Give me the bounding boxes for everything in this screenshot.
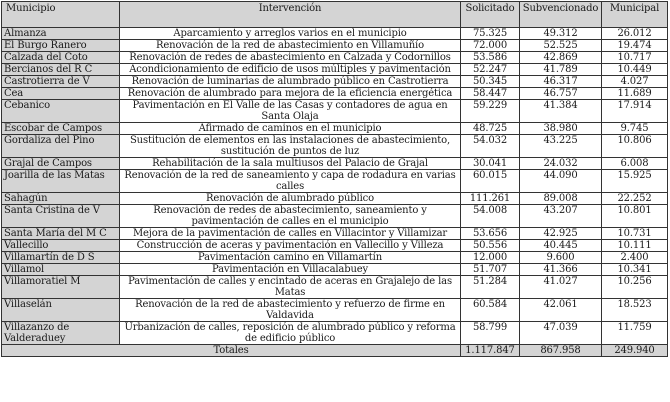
cell-solicitado: 53.656 [461,228,520,240]
cell-subvencionado: 42.061 [520,299,602,322]
cell-solicitado: 51.707 [461,264,520,276]
cell-subvencionado: 41.027 [520,276,602,299]
total-municipal: 249.940 [602,345,668,357]
cell-intervencion: Mejora de la pavimentación de calles en Villacintor y Villamizar [120,228,461,240]
cell-municipio: Gordaliza del Pino [2,135,120,158]
cell-solicitado: 48.725 [461,123,520,135]
table-row [2,322,668,345]
cell-municipio: Bercianos del R C [2,64,120,76]
cell-solicitado: 30.041 [461,158,520,170]
cell-solicitado: 111.261 [461,193,520,205]
cell-municipal: 10.449 [602,64,668,76]
cell-solicitado: 50.556 [461,240,520,252]
table-row [2,52,668,64]
cell-intervencion: Rehabilitación de la sala multiusos del Palacio de Grajal [120,158,461,170]
cell-municipal: 17.914 [602,100,668,123]
cell-municipio: Almanza [2,28,120,40]
cell-municipal: 19.474 [602,40,668,52]
table-row [2,100,668,123]
cell-subvencionado: 46.317 [520,76,602,88]
cell-intervencion: Pavimentación de calles y encintado de aceras en Grajalejo de las Matas [120,276,461,299]
cell-municipio: Santa María del M C [2,228,120,240]
cell-municipio: Villazanzo de Valderaduey [2,322,120,345]
cell-intervencion: Pavimentación en El Valle de las Casas y contadores de agua en Santa Olaja [120,100,461,123]
header-row [2,2,668,28]
cell-municipio: Sahagún [2,193,120,205]
interventions-table [1,1,668,357]
total-solicitado: 1.117.847 [461,345,520,357]
total-subvencionado: 867.958 [520,345,602,357]
cell-solicitado: 60.584 [461,299,520,322]
cell-intervencion: Renovación de redes de abastecimiento en Calzada y Codornillos [120,52,461,64]
cell-municipal: 11.759 [602,322,668,345]
cell-municipio: Castrotierra de V [2,76,120,88]
table-row [2,64,668,76]
table-row [2,123,668,135]
cell-solicitado: 53.586 [461,52,520,64]
cell-municipal: 4.027 [602,76,668,88]
table-row [2,170,668,193]
cell-solicitado: 60.015 [461,170,520,193]
cell-municipio: Santa Cristina de V [2,205,120,228]
cell-municipio: Cebanico [2,100,120,123]
cell-municipio: Calzada del Coto [2,52,120,64]
cell-subvencionado: 47.039 [520,322,602,345]
cell-subvencionado: 41.384 [520,100,602,123]
cell-subvencionado: 44.090 [520,170,602,193]
cell-municipal: 2.400 [602,252,668,264]
cell-intervencion: Renovación de alumbrado público [120,193,461,205]
header-intervencion: Intervención [120,2,461,28]
table-row [2,205,668,228]
table-row [2,228,668,240]
cell-municipio: Villamartín de D S [2,252,120,264]
cell-municipal: 10.256 [602,276,668,299]
cell-subvencionado: 43.207 [520,205,602,228]
cell-solicitado: 54.008 [461,205,520,228]
cell-solicitado: 54.032 [461,135,520,158]
cell-subvencionado: 42.869 [520,52,602,64]
table-row [2,158,668,170]
table-row [2,264,668,276]
cell-municipal: 18.523 [602,299,668,322]
table-row [2,88,668,100]
totals-row [2,345,668,357]
cell-municipio: Villamol [2,264,120,276]
cell-municipal: 10.111 [602,240,668,252]
cell-intervencion: Pavimentación en Villacalabuey [120,264,461,276]
cell-municipal: 26.012 [602,28,668,40]
cell-municipio: El Burgo Ranero [2,40,120,52]
cell-solicitado: 58.799 [461,322,520,345]
cell-intervencion: Acondicionamiento de edificio de usos múltiples y pavimentación [120,64,461,76]
table-row [2,299,668,322]
cell-municipio: Villaselán [2,299,120,322]
cell-municipio: Villamoratiel M [2,276,120,299]
cell-intervencion: Aparcamiento y arreglos varios en el municipio [120,28,461,40]
table-row [2,240,668,252]
cell-intervencion: Urbanización de calles, reposición de alumbrado público y reforma de edificio público [120,322,461,345]
header-municipio: Municipio [2,2,120,28]
cell-intervencion: Renovación de redes de abastecimiento, saneamiento y pavimentación de calles en el municipio [120,205,461,228]
cell-intervencion: Renovación de la red de abastecimiento y refuerzo de firme en Valdavida [120,299,461,322]
cell-municipio: Vallecillo [2,240,120,252]
cell-municipio: Joarilla de las Matas [2,170,120,193]
header-solicitado: Solicitado [461,2,520,28]
cell-municipal: 6.008 [602,158,668,170]
cell-solicitado: 50.345 [461,76,520,88]
cell-subvencionado: 40.445 [520,240,602,252]
cell-intervencion: Renovación de alumbrado para mejora de la eficiencia energética [120,88,461,100]
cell-solicitado: 72.000 [461,40,520,52]
cell-solicitado: 58.447 [461,88,520,100]
cell-subvencionado: 9.600 [520,252,602,264]
cell-subvencionado: 42.925 [520,228,602,240]
cell-intervencion: Afirmado de caminos en el municipio [120,123,461,135]
cell-intervencion: Renovación de la red de abastecimiento en Villamuñío [120,40,461,52]
cell-subvencionado: 52.525 [520,40,602,52]
cell-solicitado: 59.229 [461,100,520,123]
totals-label: Totales [2,345,461,357]
cell-municipal: 10.341 [602,264,668,276]
table-row [2,40,668,52]
table-row [2,135,668,158]
cell-intervencion: Pavimentación camino en Villamartín [120,252,461,264]
table-row [2,276,668,299]
cell-municipal: 11.689 [602,88,668,100]
table-row [2,76,668,88]
header-subvencionado: Subvencionado [520,2,602,28]
cell-solicitado: 75.325 [461,28,520,40]
cell-subvencionado: 24.032 [520,158,602,170]
cell-subvencionado: 49.312 [520,28,602,40]
cell-municipal: 15.925 [602,170,668,193]
cell-intervencion: Renovación de luminarias de alumbrado público en Castrotierra [120,76,461,88]
interventions-table-container [1,1,667,357]
cell-municipal: 10.801 [602,205,668,228]
cell-municipal: 9.745 [602,123,668,135]
cell-subvencionado: 43.225 [520,135,602,158]
table-row [2,252,668,264]
cell-intervencion: Sustitución de elementos en las instalaciones de abastecimiento, sustitución de puntos de luz [120,135,461,158]
cell-municipal: 10.731 [602,228,668,240]
cell-intervencion: Renovación de la red de saneamiento y capa de rodadura en varias calles [120,170,461,193]
cell-subvencionado: 41.366 [520,264,602,276]
header-municipal: Municipal [602,2,668,28]
cell-subvencionado: 46.757 [520,88,602,100]
cell-solicitado: 12.000 [461,252,520,264]
cell-subvencionado: 38.980 [520,123,602,135]
cell-solicitado: 52.247 [461,64,520,76]
cell-municipio: Grajal de Campos [2,158,120,170]
cell-subvencionado: 41.789 [520,64,602,76]
cell-municipal: 10.717 [602,52,668,64]
cell-intervencion: Construcción de aceras y pavimentación en Vallecillo y Villeza [120,240,461,252]
cell-municipio: Cea [2,88,120,100]
table-row [2,193,668,205]
table-row [2,28,668,40]
cell-solicitado: 51.284 [461,276,520,299]
cell-municipal: 22.252 [602,193,668,205]
cell-subvencionado: 89.008 [520,193,602,205]
cell-municipal: 10.806 [602,135,668,158]
cell-municipio: Escobar de Campos [2,123,120,135]
